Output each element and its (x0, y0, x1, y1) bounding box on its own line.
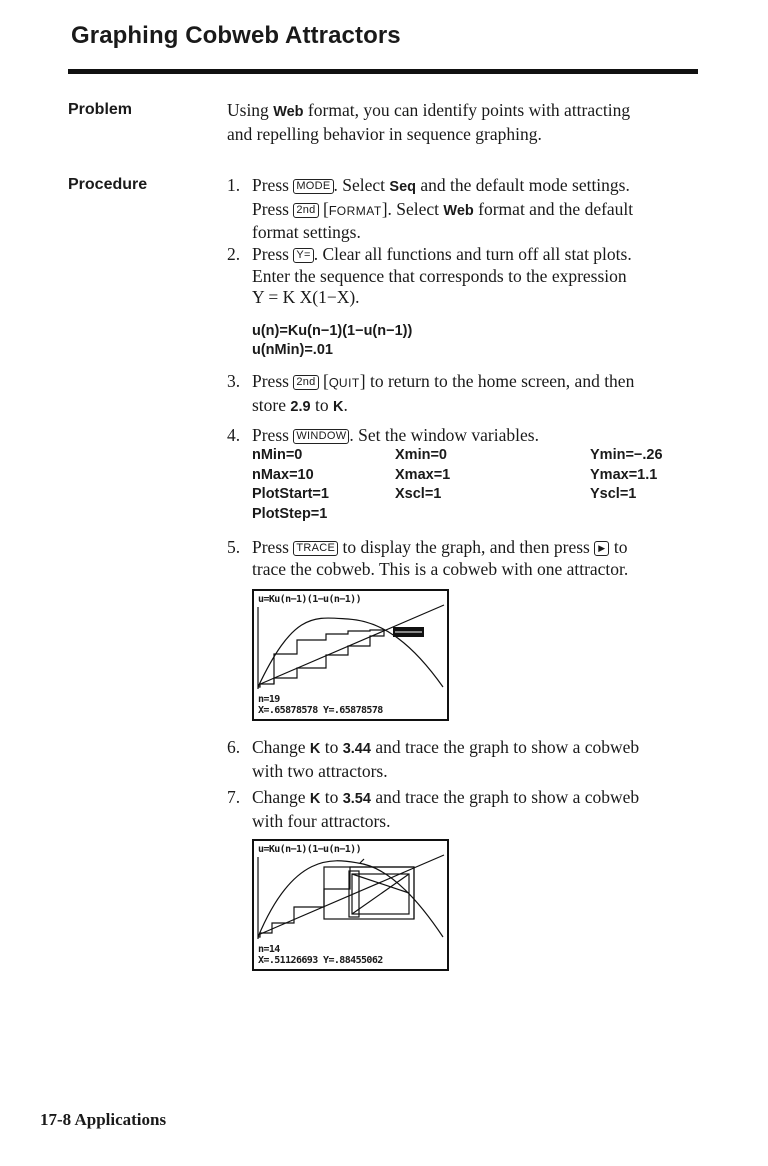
k-value: 3.44 (342, 741, 371, 757)
second-key[interactable]: 2nd (293, 203, 318, 218)
k-value: 3.54 (342, 791, 371, 807)
text-run: format settings. (252, 222, 361, 242)
text-run: and trace the graph to show a cobweb (370, 787, 640, 807)
text-run: Change (252, 737, 310, 757)
screen-xy-values: X=.51126693 Y=.88455062 (258, 955, 383, 966)
cobweb-cycle-outer (324, 867, 414, 919)
step-6 (227, 737, 697, 783)
text-run: . Set the window variables. (349, 425, 539, 445)
step-number: 4. (227, 425, 241, 445)
plotstep-value: PlotStep=1 (252, 505, 328, 522)
step-number: 2. (227, 244, 241, 264)
title-rule (68, 69, 698, 74)
cobweb-graph-2 (254, 841, 447, 969)
text-run: . Clear all functions and turn off all stat plots. (313, 244, 632, 264)
step-5 (227, 537, 697, 583)
k-variable: K (332, 398, 344, 415)
ymin-value: Ymin=−.26 (590, 447, 663, 463)
step-number: 7. (227, 787, 241, 807)
text-run: to (320, 737, 343, 757)
mode-key[interactable]: MODE (293, 179, 333, 194)
text-run: format, you can identify points with attracting (303, 100, 631, 120)
page-title: Graphing Cobweb Attractors (71, 22, 401, 49)
text-run: with two attractors. (252, 760, 388, 781)
text-run: and the default mode settings. (416, 175, 630, 195)
text-run: Press (252, 198, 294, 219)
format-menu-label: ORMAT (336, 203, 382, 218)
step-number: 3. (227, 371, 241, 391)
plotstart-value: PlotStart=1 (252, 486, 329, 502)
text-run: Press (252, 371, 294, 391)
text-run: Press (252, 537, 294, 557)
second-key[interactable]: 2nd (293, 375, 318, 390)
initial-value: u(nMin)=.01 (252, 342, 333, 358)
step-7 (227, 787, 697, 833)
step-number: 6. (227, 737, 241, 757)
web-keyword: Web (273, 104, 304, 120)
xmax-value: Xmax=1 (395, 466, 451, 483)
sequence-equation: u(n)=Ku(n−1)(1−u(n−1)) (252, 323, 413, 339)
cobweb-diagonal (352, 874, 409, 893)
text-run: Change (252, 787, 310, 807)
y-equals-key[interactable]: Y= (293, 248, 313, 263)
text-run: ]. Select (381, 198, 444, 219)
text-run: and trace the graph to show a cobweb (370, 737, 640, 757)
yscl-value: Yscl=1 (590, 486, 637, 502)
trace-cursor-mark (360, 859, 364, 863)
step-number: 5. (227, 537, 241, 557)
text-run: [ (318, 198, 329, 219)
xmin-value: Xmin=0 (395, 447, 447, 463)
quit-menu-label: Q (328, 375, 339, 390)
text-run: Using (227, 100, 274, 120)
step-2 (227, 244, 697, 314)
screen-n-value: n=14 (258, 944, 280, 955)
text-run: trace the cobweb. This is a cobweb with one attractor. (252, 558, 629, 579)
screen-n-value: n=19 (258, 694, 280, 705)
text-run: Press (252, 425, 294, 445)
seq-keyword: Seq (389, 179, 417, 195)
screen-xy-values: X=.65878578 Y=.65878578 (258, 705, 383, 716)
text-run: Press (252, 244, 294, 264)
web-keyword: Web (443, 202, 474, 219)
text-run: . Select (333, 175, 390, 195)
nmin-value: nMin=0 (252, 447, 303, 463)
text-run: and repelling behavior in sequence graphing. (227, 123, 542, 144)
text-run: Y = K X(1−X). (252, 287, 360, 307)
text-run: with four attractors. (252, 810, 391, 831)
page-footer: 17-8 Applications (40, 1110, 167, 1129)
text-run: format and the default (473, 198, 634, 219)
screen-equation: u=Ku(n−1)(1−u(n−1)) (258, 844, 361, 855)
text-run: to (320, 787, 343, 807)
nmax-value: nMax=10 (252, 466, 314, 483)
text-run: [ (318, 371, 329, 391)
text-run: Press (252, 175, 294, 195)
text-run: . (343, 394, 348, 415)
window-key[interactable]: WINDOW (293, 429, 349, 444)
step-1 (227, 175, 697, 245)
step-number: 1. (227, 175, 241, 195)
cobweb-diagonal (352, 874, 409, 914)
format-menu-label: F (328, 202, 337, 218)
step-4 (227, 425, 697, 447)
cobweb-graph-1 (254, 591, 447, 719)
diagonal-line (258, 605, 444, 685)
k-variable: K (309, 741, 321, 757)
xscl-value: Xscl=1 (395, 486, 442, 502)
step-3 (227, 371, 697, 417)
text-run: to (310, 394, 333, 415)
text-run: ] to return to the home screen, and then (359, 371, 635, 391)
ymax-value: Ymax=1.1 (590, 466, 658, 483)
k-variable: K (309, 791, 321, 807)
problem-text (227, 100, 697, 145)
trace-key[interactable]: TRACE (293, 541, 338, 556)
right-arrow-key[interactable]: ▶ (594, 541, 609, 556)
screen-equation: u=Ku(n−1)(1−u(n−1)) (258, 594, 361, 605)
quit-menu-label: UIT (338, 376, 360, 390)
procedure-heading: Procedure (68, 176, 148, 193)
text-run: store (252, 394, 291, 415)
calculator-screen-2 (252, 839, 449, 971)
text-run: Enter the sequence that corresponds to the expression (252, 265, 627, 286)
text-run: to (609, 537, 628, 557)
k-value: 2.9 (290, 398, 311, 415)
text-run: to display the graph, and then press (338, 537, 595, 557)
problem-heading: Problem (68, 101, 133, 118)
calculator-screen-1 (252, 589, 449, 721)
